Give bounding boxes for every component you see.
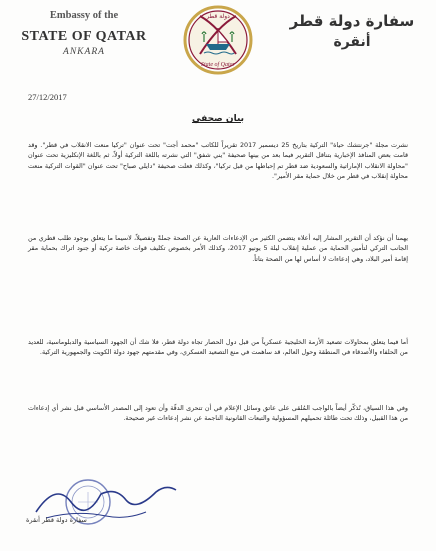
paragraph-4: وفي هذا السياق، نُذكّر أيضاً بالواجب المُلقى على عاتق وسائل الإعلام في أن تتحرى الدقّة وأن تعود إلى المصدر الأساسي قبل نشر أي إدعاءات من هذا القبيل، وذلك تحت طائلة تحميلهم المسؤولية والتبعات القانونية الناجمة عن نشر إدعاءات غير صحيحة. [28, 404, 408, 423]
ankara-arabic-label: أنقرة [333, 34, 371, 50]
embassy-of-label: Embassy of the [49, 10, 119, 21]
letterhead-english [14, 10, 154, 57]
paragraph-2: يهمنا أن نؤكد أن التقرير المشار إليه أعلاه يتضمن الكثير من الإدعاءات العارية عن الصحة جملةً وتفصيلاً، لاسيما ما يتعلق بوجود طلب قطري من الجانب التركي لتأمين الحماية من عملية إنقلاب ليلة 5 يونيو 2017، وكذلك الأمر بخصوص تكليف قوات خاصة تركية أو جنود اتراك بحماية مقر إقامة أمير البلاد، وهي إدعاءات لا أساس لها من الصحة بتاتاً. [28, 234, 408, 263]
svg-text:دولة قطر: دولة قطر [206, 13, 230, 20]
paragraph-1: نشرت مجلة "جرنتشك حياة" التركية بتاريخ 25 ديسمبر 2017 تقريراً للكاتب "محمد أجت" تحت عنوان "تركيا منعت الانقلاب في قطر". وقد قامت بعض المنافذ الإخبارية بتناقل التقرير فيما بعد من بينها صحيفة "يني شفق" التي نشرته باللغة التركية أولاً، ثم باللغة الإنكليزية تحت عنوان "محاولة الانقلاب الإماراتية والسعودية ضد قطر تم إحباطها من قبل تركيا"، وكذلك فعلت صحيفة "دايلي صباح" تحت عنوان "القوات التركية منعت محاولة إنقلاب في قطر من خلال حماية مقر الأمير". [28, 141, 409, 180]
signature-label: سفارة دولة قطر أنقرة [26, 516, 87, 524]
qatar-emblem-logo [178, 4, 258, 76]
ankara-label: ANKARA [63, 47, 105, 57]
paragraph-3: أما فيما يتعلق بمحاولات تصعيد الأزمة الخليجية عسكرياً من قبل دول الحصار تجاه دولة قطر، فلا شك أن الجهود السياسية والدبلوماسية، للعديد من الحلفاء والأصدقاء في المنطقة وحول العالم، قد ساهمت في منع التصعيد العسكري، وفي مقدمتهم جهود دولة الكويت والجمهورية التركية. [28, 338, 408, 357]
state-of-qatar-label: STATE OF QATAR [21, 29, 147, 44]
signature-block [16, 472, 196, 550]
document-date: 27/12/2017 [28, 92, 67, 102]
svg-text:State of Qatar: State of Qatar [201, 62, 235, 68]
official-stamp [16, 472, 196, 550]
embassy-arabic-title: سفارة دولة قطر [289, 12, 415, 30]
letterhead-arabic [282, 12, 422, 50]
press-release-title: بيان صحفي [191, 114, 244, 124]
